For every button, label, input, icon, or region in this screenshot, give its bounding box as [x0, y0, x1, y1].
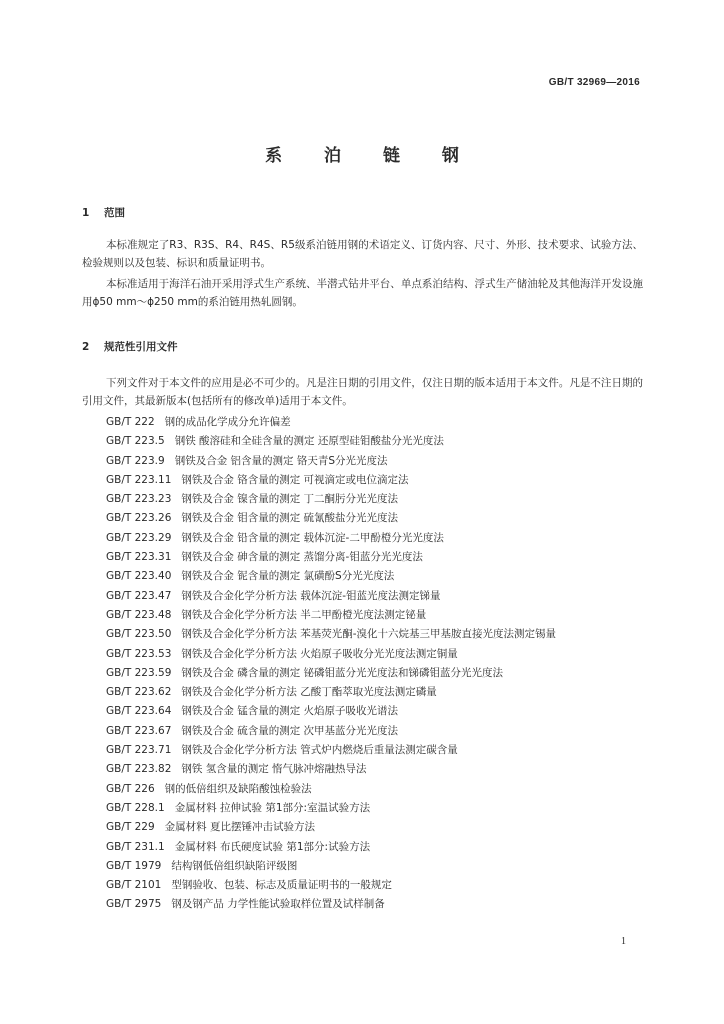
reference-list [82, 413, 643, 915]
reference-code: GB/T 223.9 [106, 454, 165, 467]
reference-item [82, 625, 643, 644]
reference-code: GB/T 223.64 [106, 705, 172, 718]
reference-code: GB/T 222 [106, 416, 155, 428]
standard-code: GB/T 32969—2016 [548, 77, 640, 88]
reference-item [82, 799, 643, 818]
scope-paragraph-2: 本标准适用于海洋石油开采用浮式生产系统、半潜式钻井平台、单点系泊结构、浮式生产储油轮及其他海洋开发设施用ϕ50 mm～ϕ250 mm的系泊链用热轧圆钢。 [82, 278, 643, 308]
section-title: 范围 [104, 207, 125, 219]
reference-title: 结构钢低倍组织缺陷评级图 [171, 859, 298, 872]
reference-title: 钢铁及合金化学分析方法 半二甲酚橙光度法测定铋量 [181, 608, 427, 621]
reference-code: GB/T 223.48 [106, 608, 172, 621]
reference-item [82, 490, 643, 509]
reference-item [82, 452, 643, 471]
reference-item [82, 857, 643, 876]
reference-code: GB/T 2101 [106, 879, 162, 892]
reference-title: 金属材料 拉伸试验 第1部分:室温试验方法 [174, 801, 371, 814]
section-title: 规范性引用文件 [104, 341, 178, 353]
reference-item [82, 606, 643, 625]
reference-code: GB/T 2975 [106, 898, 162, 911]
reference-item [82, 838, 643, 857]
reference-item [82, 587, 643, 606]
reference-code: GB/T 1979 [106, 859, 162, 872]
reference-title: 钢铁及合金 锰含量的测定 火焰原子吸收光谱法 [181, 705, 399, 718]
reference-item [82, 741, 643, 760]
section-heading-scope [82, 205, 125, 220]
section-heading-normative-references [82, 339, 178, 354]
reference-code: GB/T 223.31 [106, 551, 172, 564]
reference-title: 钢铁 氢含量的测定 惰气脉冲熔融热导法 [181, 763, 367, 776]
reference-title: 钢及钢产品 力学性能试验取样位置及试样制备 [171, 898, 385, 911]
reference-title: 钢铁及合金化学分析方法 载体沉淀-钼蓝光度法测定锑量 [181, 589, 441, 602]
reference-code: GB/T 223.26 [106, 512, 172, 525]
reference-title: 钢铁及合金 铅含量的测定 载体沉淀-二甲酚橙分光光度法 [181, 531, 444, 544]
reference-title: 金属材料 夏比摆锤冲击试验方法 [164, 821, 316, 834]
reference-item [82, 548, 643, 567]
reference-title: 钢铁及合金 钼含量的测定 硫氰酸盐分光光度法 [181, 512, 399, 525]
reference-title: 钢铁及合金 铌含量的测定 氯磺酚S分光光度法 [181, 570, 395, 583]
document-title: 系 泊 链 钢 [265, 146, 477, 166]
reference-item [82, 702, 643, 721]
reference-item [82, 509, 643, 528]
page-number: 1 [621, 936, 626, 947]
reference-item [82, 471, 643, 490]
reference-code: GB/T 229 [106, 821, 155, 834]
reference-item [82, 413, 643, 432]
reference-code: GB/T 231.1 [106, 840, 165, 853]
reference-title: 钢铁及合金 砷含量的测定 蒸馏分离-钼蓝分光光度法 [181, 551, 423, 564]
reference-item [82, 645, 643, 664]
reference-item [82, 722, 643, 741]
reference-code: GB/T 226 [106, 782, 155, 795]
reference-code: GB/T 223.23 [106, 493, 172, 506]
reference-item [82, 432, 643, 451]
reference-code: GB/T 223.82 [106, 763, 172, 776]
reference-title: 型钢验收、包装、标志及质量证明书的一般规定 [171, 879, 392, 892]
reference-title: 钢铁及合金 硫含量的测定 次甲基蓝分光光度法 [181, 724, 399, 737]
reference-code: GB/T 223.50 [106, 628, 172, 641]
reference-code: GB/T 223.5 [106, 435, 165, 448]
reference-code: GB/T 223.53 [106, 647, 172, 660]
reference-item [82, 567, 643, 586]
reference-code: GB/T 223.62 [106, 686, 172, 699]
reference-code: GB/T 223.40 [106, 570, 172, 583]
reference-item [82, 683, 643, 702]
reference-title: 钢铁及合金 铬含量的测定 可视滴定或电位滴定法 [181, 473, 409, 486]
reference-item [82, 876, 643, 895]
reference-title: 钢铁及合金化学分析方法 管式炉内燃烧后重量法测定碳含量 [181, 744, 458, 757]
reference-item [82, 760, 643, 779]
reference-title: 钢铁及合金化学分析方法 乙酸丁酯萃取光度法测定磷量 [181, 686, 437, 699]
reference-title: 金属材料 布氏硬度试验 第1部分:试验方法 [174, 840, 371, 853]
reference-item [82, 780, 643, 799]
reference-title: 钢铁 酸溶硅和全硅含量的测定 还原型硅钼酸盐分光光度法 [174, 435, 444, 448]
reference-code: GB/T 223.29 [106, 531, 172, 544]
reference-item [82, 818, 643, 837]
reference-code: GB/T 228.1 [106, 801, 165, 814]
reference-title: 钢铁及合金 镍含量的测定 丁二酮肟分光光度法 [181, 493, 399, 506]
reference-title: 钢的低倍组织及缺陷酸蚀检验法 [164, 782, 312, 795]
section-number: 1 [82, 207, 90, 219]
reference-title: 钢铁及合金化学分析方法 火焰原子吸收分光光度法测定铜量 [181, 647, 458, 660]
reference-code: GB/T 223.71 [106, 744, 172, 757]
reference-code: GB/T 223.11 [106, 473, 172, 486]
reference-item [82, 664, 643, 683]
section-number: 2 [82, 341, 90, 353]
reference-code: GB/T 223.59 [106, 666, 172, 679]
reference-code: GB/T 223.67 [106, 724, 172, 737]
reference-code: GB/T 223.47 [106, 589, 172, 602]
reference-title: 钢铁及合金 磷含量的测定 铋磷钼蓝分光光度法和锑磷钼蓝分光光度法 [181, 666, 504, 679]
reference-title: 钢铁及合金化学分析方法 苯基荧光酮-溴化十六烷基三甲基胺直接光度法测定锡量 [181, 628, 556, 641]
reference-title: 钢铁及合金 铝含量的测定 铬天青S分光光度法 [174, 454, 388, 467]
scope-paragraph-1: 本标准规定了R3、R3S、R4、R4S、R5级系泊链用钢的术语定义、订货内容、尺寸、外形、技术要求、试验方法、检验规则以及包装、标识和质量证明书。 [82, 239, 643, 269]
reference-item [82, 895, 643, 914]
reference-item [82, 529, 643, 548]
reference-title: 钢的成品化学成分允许偏差 [164, 416, 291, 428]
references-intro-paragraph: 下列文件对于本文件的应用是必不可少的。凡是注日期的引用文件，仅注日期的版本适用于本文件。凡是不注日期的引用文件，其最新版本(包括所有的修改单)适用于本文件。 [82, 377, 643, 407]
